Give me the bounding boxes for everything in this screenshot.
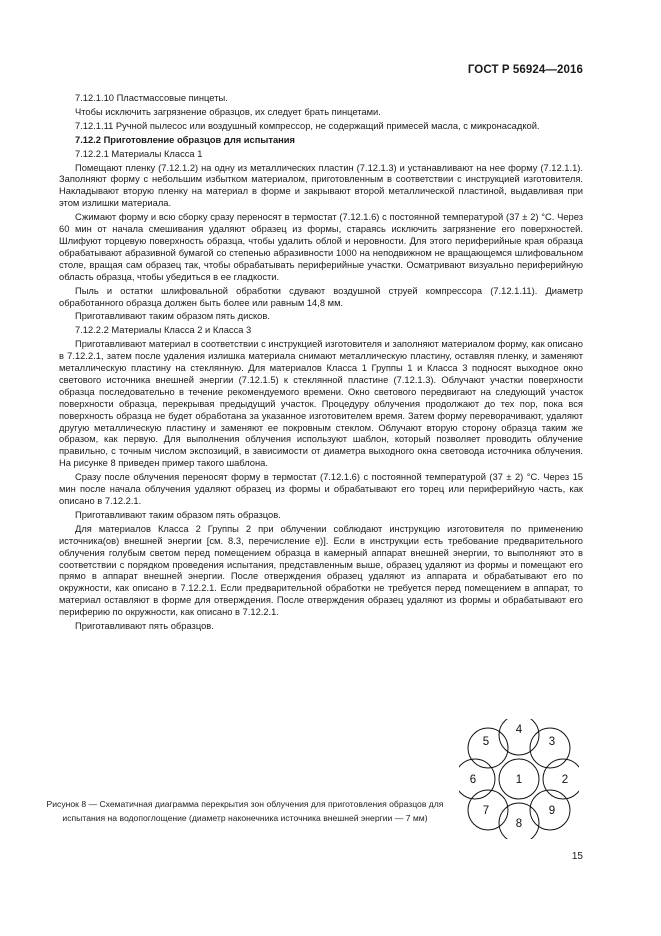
- paragraph: Сжимают форму и всю сборку сразу переносят в термостат (7.12.1.6) с постоянной температурой (37 ± 2) °С. Через 60 мин от начала смешивания удаляют образец из формы, стараясь исключить загрязнение его поверхностей. Шлифуют торцевую поверхность образца, чтобы удалить облой и неровности. Для этого периферийные края образца обрабатывают абразивной бумагой со степенью абразивности 1000 на неподвижном не вращающемся шлифовальном столе, вращая сам образец так, чтобы обрабатывать периферийные участки. Осматривают визуально периферийную область образца, чтобы убедиться в ее гладкости.: [59, 212, 583, 282]
- paragraph: Для материалов Класса 2 Группы 2 при облучении соблюдают инструкцию изготовителя по применению источника(ов) внешней энергии [см. 8.3, перечисление е)]. Если в инструкции есть требование предварительного облучения голубым светом перед помещением образца в камерный аппарат внешней энергии, то выполняют это в соответствии с порядком проведения испытания, представленным выше, образец удаляют из формы и помещают его прямо в аппарат внешней энергии. После отверждения образец удаляют из аппарата и обрабатывают его по окружности, как описано в 7.12.2.1. Если предварительной обработки не требуется перед помещением в аппарат, то материал оставляют в форме для отверждения. После отверждения образец удаляют из формы и обрабатывают его периферию по окружности, как описано в 7.12.2.1.: [59, 523, 583, 618]
- overlap-circles-svg: [459, 719, 579, 839]
- zone-label-2: 2: [561, 774, 569, 786]
- zone-label-7: 7: [482, 805, 490, 817]
- subsection-heading: 7.12.2.2 Материалы Класса 2 и Класса 3: [75, 325, 252, 336]
- zone-label-9: 9: [548, 805, 556, 817]
- irradiation-overlap-diagram: [459, 719, 579, 839]
- paragraph: Сразу после облучения переносят форму в термостат (7.12.1.6) с постоянной температурой (37 ± 2) °С. Через 15 мин после начала облучения удаляют образец из формы и обрабатывают его торец или периферийную часть, как описано в 7.12.2.1.: [59, 472, 583, 506]
- paragraph: Помещают пленку (7.12.1.2) на одну из металлических пластин (7.12.1.3) и устанавливают на нее форму (7.12.1.1). Заполняют форму с небольшим избытком материалом, приготовленным в соответствии с инструкцией изготовителя. Накладывают вторую пленку на материал в форме и закрывают второй металлической пластиной, выдавливая при этом излишки материала.: [59, 162, 583, 209]
- zone-label-3: 3: [548, 736, 556, 748]
- section-heading: 7.12.2 Приготовление образцов для испытания: [75, 134, 295, 145]
- paragraph: 7.12.1.10 Пластмассовые пинцеты.: [75, 93, 228, 103]
- paragraph: Чтобы исключить загрязнение образцов, их следует брать пинцетами.: [75, 106, 381, 117]
- paragraph: Приготавливают материал в соответствии с инструкцией изготовителя и заполняют материалом форму, как описано в 7.12.2.1, затем после удаления излишка материала снимают металлическую пластину, оставляя пленку, и заменяют металлическую пластину на стеклянную. Для материалов Класса 1 Группы 1 и Класса 3 подносят выходное окно светового источника внешней энергии (7.12.1.5) к стеклянной пластине (7.12.1.3). Облучают участки поверхности образца последовательно в течение рекомендуемого времени. Окно светового передвигают на следующий участок поверхности образца, перекрывая предыдущий участок. Процедуру облучения продолжают до тех пор, пока вся поверхность образца не будет обработана за указанное изготовителем время. Затем форму переворачивают, удаляют другую металлическую пластину и заменяют ее покровным стеклом. Облучают вторую сторону образца таким же образом, как первую. Для выполнения облучения используют шаблон, который позволяет проводить облучение правильно, с точным числом экспозиций, в зависимости от диаметра выходного окна световода источника облучения. На рисунке 8 приведен пример такого шаблона.: [59, 339, 583, 469]
- zone-circle-5: [468, 728, 508, 768]
- zone-label-1: 1: [515, 774, 523, 786]
- paragraph: Приготавливают таким образом пять образцов.: [75, 509, 281, 520]
- paragraph: Приготавливают пять образцов.: [75, 621, 214, 632]
- zone-label-6: 6: [469, 774, 477, 786]
- zone-label-8: 8: [515, 818, 523, 830]
- subsection-heading: 7.12.2.1 Материалы Класса 1: [75, 148, 203, 159]
- page-number: 15: [571, 851, 583, 862]
- zone-circle-3: [530, 728, 570, 768]
- figure-caption: Рисунок 8 — Схематичная диаграмма перекрытия зон облучения для приготовления образцов для испытания на водопоглощение (диаметр наконечника источника внешней энергии — 7 мм): [46, 799, 444, 823]
- zone-label-4: 4: [515, 724, 523, 736]
- paragraph: Приготавливают таким образом пять дисков.: [75, 311, 270, 322]
- document-header: ГОСТ Р 56924—2016: [467, 64, 583, 76]
- zone-label-5: 5: [482, 736, 490, 748]
- paragraph: Пыль и остатки шлифовальной обработки сдувают воздушной струей компрессора (7.12.1.11). Диаметр обработанного образца должен быть более или равным 14,8 мм.: [59, 285, 583, 308]
- paragraph: 7.12.1.11 Ручной пылесос или воздушный компрессор, не содержащий примесей масла, с микронасадкой.: [75, 120, 540, 131]
- document-body: [59, 93, 583, 635]
